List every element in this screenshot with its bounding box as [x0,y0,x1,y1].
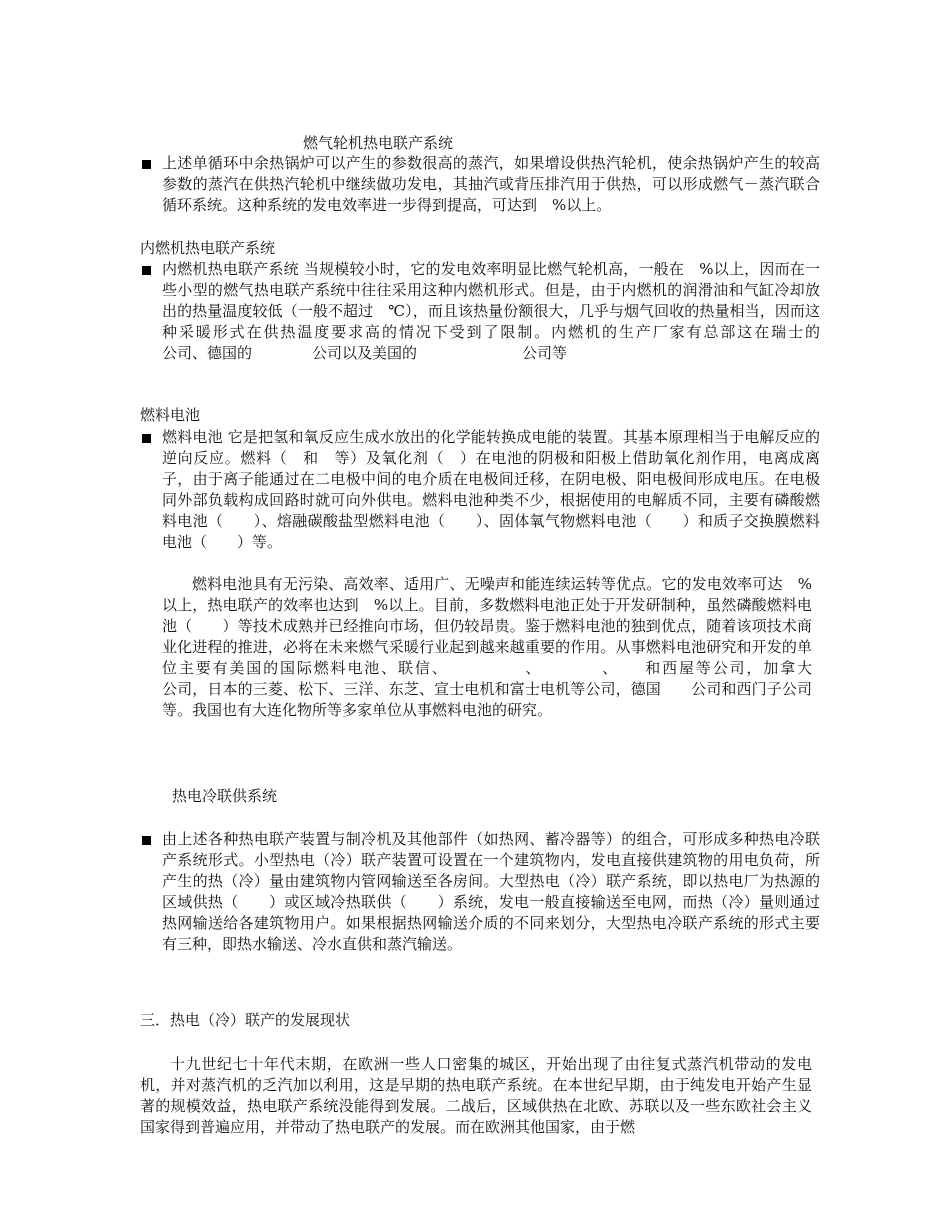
square-bullet-icon [142,434,151,443]
heading-cchp: 热电冷联供系统 [172,787,278,805]
heading-ice-chp: 内燃机热电联产系统 [140,239,276,257]
bullet-text-fuel-cell: 燃料电池 它是把氢和氧反应生成水放出的化学能转换成电能的装置。其基本原理相当于电解反应的逆向反应。燃料（ 和 等）及氧化剂（ ）在电池的阴极和阳极上借助氧化剂作用，电离成离子，由于离子能通过在二电极中间的电介质在电极间迁移，在阴电极、阳电极间形成电压。在电极同外部负载构成回路时就可向外供电。燃料电池种类不少，根据使用的电解质不同，主要有磷酸燃料电池（ ）、熔融碳酸盐型燃料电池（ ）、固体氧气物燃料电池（ ）和质子交换膜燃料电池（ ）等。 [162,428,820,551]
paragraph-fuel-cell-advantages: 燃料电池具有无污染、高效率、适用广、无噪声和能连续运转等优点。它的发电效率可达 %以上，热电联产的效率也达到 %以上。目前，多数燃料电池正处于开发研制种，虽然磷酸燃料电池（ ）等技术成熟并已经推向市场，但仍较昂贵。鉴于燃料电池的独到优点，随着该项技术商业化进程的推进，必将在未来燃气采暖行业起到越来越重要的作用。从事燃料电池研究和开发的单位主要有美国的国际燃料电池、联信、 、 、 和西屋等公司，加拿大 公司，日本的三菱、松下、三洋、东芝、宣士电机和富士电机等公司，德国 公司和西门子公司等。我国也有大连化物所等多家单位从事燃料电池的研究。 [162,575,873,719]
square-bullet-icon [142,160,151,169]
paragraph-development-status: 十九世纪七十年代末期，在欧洲一些人口密集的城区，开始出现了由往复式蒸汽机带动的发电机，并对蒸汽机的乏汽加以利用，这是早期的热电联产系统。在本世纪早期，由于纯发电开始产生显著的规模效益，热电联产系统没能得到发展。二战后，区域供热在北欧、苏联以及一些东欧社会主义国家得到普遍应用，并带动了热电联产的发展。而在欧洲其他国家，由于燃 [140,1055,812,1136]
bullet-ice [140,259,926,364]
bullet-gas-turbine [140,153,820,216]
heading-fuel-cell: 燃料电池 [140,406,201,424]
bullet-text-ice: 内燃机热电联产系统 当规模较小时，它的发电效率明显比燃气轮机高，一般在 %以上，因而在一些小型的燃气热电联产系统中往往采用这种内燃机形式。但是，由于内燃机的润滑油和气缸冷却放出的热量温度较低（一般不超过 ℃），而且该热量份额很大，几乎与烟气回收的热量相当，因而这种采暖形式在供热温度要求高的情况下受到了限制。内燃机的生产厂家有总部这在瑞士的 公司、德国的 公司以及美国的 公司等 [162,260,926,362]
heading-gas-turbine-chp: 燃气轮机热电联产系统 [303,134,454,152]
bullet-text-cchp: 由上述各种热电联产装置与制冷机及其他部件（如热网、蓄冷器等）的组合，可形成多种热电冷联产系统形式。小型热电（冷）联产装置可设置在一个建筑物内，发电直接供建筑物的用电负荷，所产生的热（冷）量由建筑物内管网输送至各房间。大型热电（冷）联产系统，即以热电厂为热源的区域供热（ ）或区域冷热联供（ ）系统，发电一般直接输送至电网，而热（冷）量则通过热网输送给各建筑物用户。如果根据热网输送介质的不同来划分，大型热电冷联产系统的形式主要有三种，即热水输送、冷水直供和蒸汽输送。 [162,830,820,953]
square-bullet-icon [142,266,151,275]
heading-development-status: 三．热电（冷）联产的发展现状 [140,1011,351,1029]
bullet-text-gas-turbine: 上述单循环中余热锅炉可以产生的参数很高的蒸汽，如果增设供热汽轮机，使余热锅炉产生的较高参数的蒸汽在供热汽轮机中继续做功发电，其抽汽或背压排汽用于供热，可以形成燃气－蒸汽联合循环系统。这种系统的发电效率进一步得到提高，可达到 %以上。 [162,154,820,214]
bullet-cchp [140,829,820,955]
bullet-fuel-cell [140,427,820,553]
square-bullet-icon [142,836,151,845]
